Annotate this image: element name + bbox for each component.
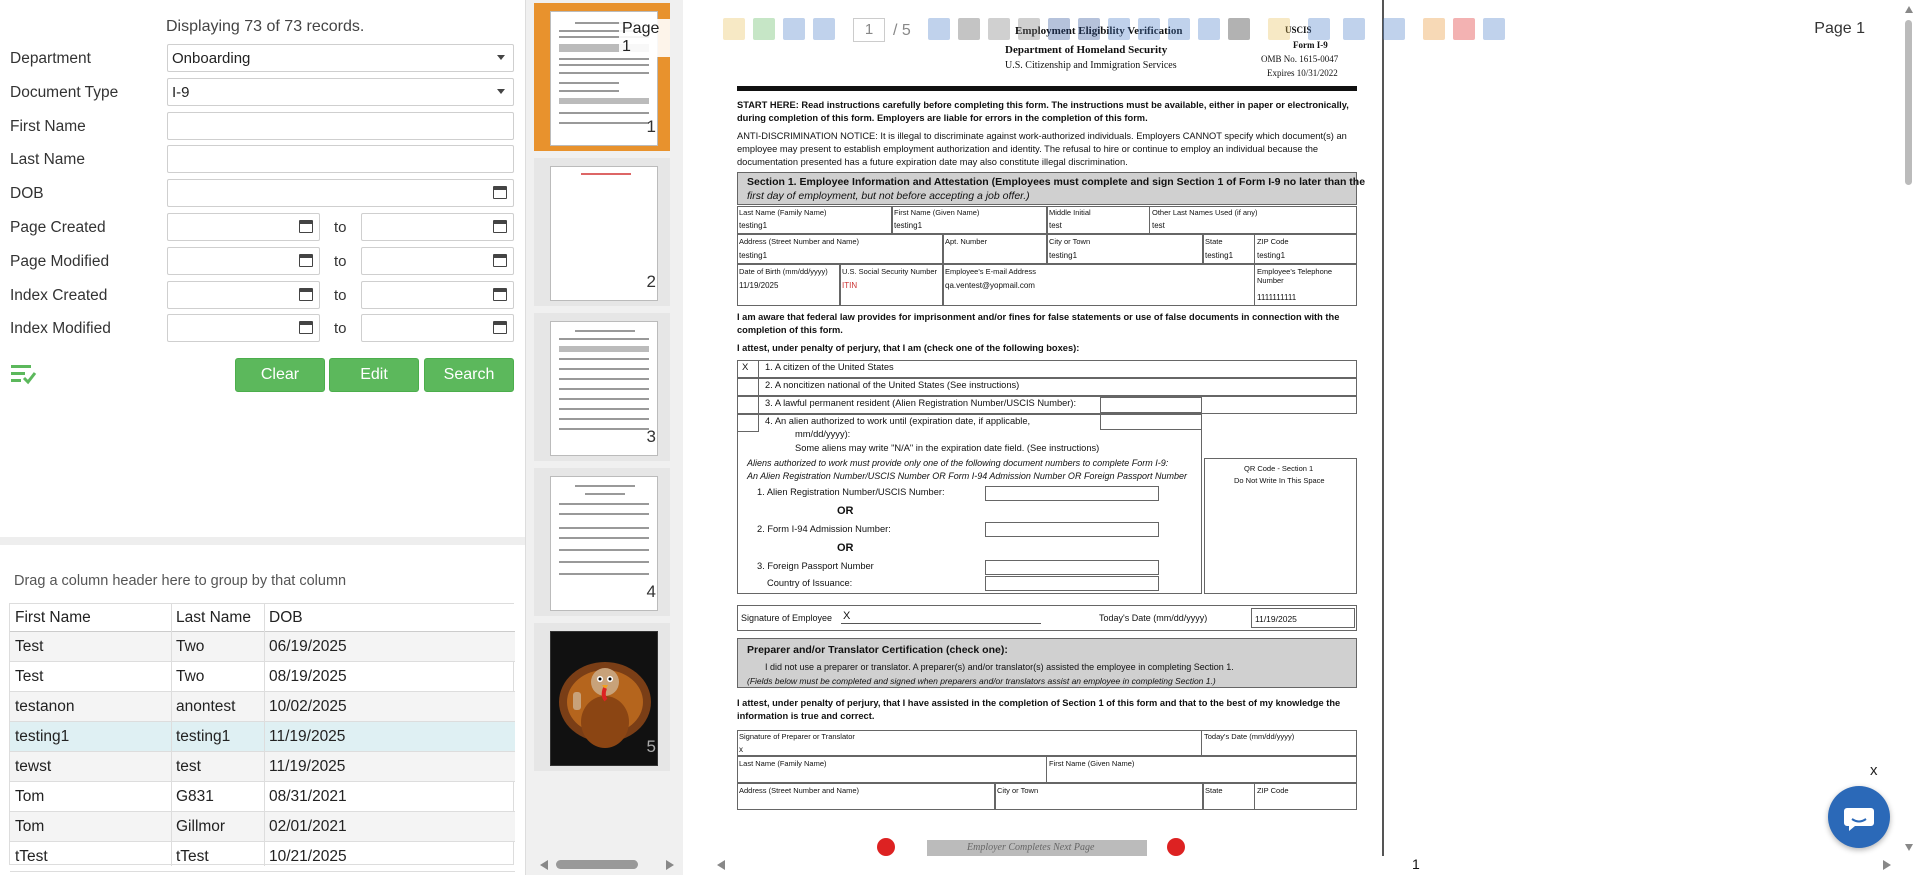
records-count: Displaying 73 of 73 records. [166, 18, 365, 35]
cell-dob: 10/21/2025 [269, 848, 347, 865]
preparer-title: Preparer and/or Translator Certification (check one): [747, 644, 1008, 656]
value-city: testing1 [1049, 251, 1078, 260]
preparer-options: I did not use a preparer or translator. A preparer(s) and/or translator(s) assisted the employee in completing Section 1. [765, 662, 1234, 672]
cell-last: Two [176, 668, 205, 685]
start-here-text: START HERE: Read instructions carefully before completing this form. The instructions must be available, either in paper or electronically, [737, 100, 1349, 110]
preparer-x: x [739, 745, 743, 754]
dob-row [10, 179, 515, 209]
thumbnail-number: 1 [646, 117, 656, 136]
stamp-icon[interactable] [1383, 18, 1405, 40]
clear-button[interactable]: Clear [235, 358, 325, 392]
footer-page-number: 1 [1412, 856, 1420, 872]
cell-last: Gillmor [176, 818, 226, 835]
label-ssn: U.S. Social Security Number [842, 267, 938, 276]
aware-text-2: completion of this form. [737, 325, 843, 335]
edit-note-icon[interactable] [1483, 18, 1505, 40]
calendar-icon[interactable] [493, 288, 507, 301]
label-other-names: Other Last Names Used (if any) [1152, 208, 1258, 217]
zoom-icon[interactable] [1108, 18, 1130, 40]
label-preparer-state: State [1205, 786, 1223, 795]
paste-icon[interactable] [1018, 18, 1040, 40]
vertical-scrollbar-thumb[interactable] [1905, 20, 1912, 185]
label-phone: Employee's Telephone Number [1257, 267, 1333, 285]
thumbnail-image [550, 166, 658, 301]
thumbnail-image [550, 321, 658, 456]
cell-first: testing1 [15, 728, 70, 745]
doc-title: Employment Eligibility Verification [1015, 25, 1183, 37]
cell-first: Tom [15, 788, 45, 805]
alien-1: 1. Alien Registration Number/USCIS Number: [757, 487, 945, 497]
option-2: 2. A noncitizen national of the United States (See instructions) [765, 380, 1020, 390]
calendar-icon[interactable] [299, 254, 313, 267]
scan-icon[interactable] [1228, 18, 1250, 40]
value-phone: 1111111111 [1257, 293, 1297, 302]
aliens-note-2: An Alien Registration Number/USCIS Number OR Form I-94 Admission Number OR Foreign Passport Number [747, 471, 1187, 481]
viewer-horizontal-scrollbar[interactable] [683, 858, 1913, 875]
value-email: qa.ventest@yopmail.com [945, 281, 1035, 290]
scroll-left-arrow[interactable] [540, 860, 548, 870]
cell-first: testanon [15, 698, 75, 715]
last-name-row [10, 145, 515, 175]
print-icon[interactable] [958, 18, 980, 40]
calendar-icon[interactable] [493, 254, 507, 267]
department-label: Department [10, 50, 91, 67]
text-icon[interactable] [1308, 18, 1330, 40]
document-type-label: Document Type [10, 84, 119, 101]
label-middle-initial: Middle Initial [1049, 208, 1091, 217]
page-created-label: Page Created [10, 219, 106, 236]
search-panel [0, 0, 525, 875]
thumbnail-number: 3 [646, 427, 656, 446]
doc-uscis: USCIS [1285, 25, 1312, 35]
thumbnail-number: 4 [646, 582, 656, 601]
grid-header [10, 604, 515, 632]
document-page [737, 18, 1420, 872]
department-row [10, 44, 515, 74]
first-name-label: First Name [10, 118, 86, 135]
index-created-row [10, 281, 515, 311]
next-page-text: Employer Completes Next Page [967, 842, 1095, 853]
anti-discrimination-2: employee may present to establish employment authorization and identity. The refusal to hire or continue to employ an individual because the [737, 144, 1319, 154]
attest-text: I attest, under penalty of perjury, that I am (check one of the following boxes): [737, 343, 1080, 353]
table-row[interactable] [10, 632, 515, 662]
attest2-text-2: information is true and correct. [737, 711, 875, 721]
cell-first: Tom [15, 818, 45, 835]
value-middle-initial: test [1049, 221, 1062, 230]
stop-icon [877, 838, 895, 856]
document-viewer [683, 0, 1913, 875]
table-row[interactable] [10, 752, 515, 782]
label-address: Address (Street Number and Name) [739, 237, 860, 246]
label-preparer-zip: ZIP Code [1257, 786, 1289, 795]
scroll-down-arrow[interactable] [1905, 844, 1913, 851]
cell-dob: 06/19/2025 [269, 638, 347, 655]
option-1: 1. A citizen of the United States [765, 362, 894, 372]
label-signature: Signature of Employee [741, 613, 833, 623]
page-label: Page 1 [1814, 20, 1865, 37]
next-page-icon[interactable] [928, 18, 950, 40]
cell-dob: 08/31/2021 [269, 788, 347, 805]
turkey-image [550, 631, 658, 766]
chat-bubble-icon [1828, 786, 1890, 848]
section1-title: Section 1. Employee Information and Attestation (Employees must complete and sign Section 1 of Form I-9 no later than the [747, 176, 1366, 188]
flip-icon[interactable] [1198, 18, 1220, 40]
index-modified-to-input[interactable] [361, 314, 514, 342]
index-modified-from-input[interactable] [167, 314, 320, 342]
page-modified-label: Page Modified [10, 253, 110, 270]
or-2: OR [837, 542, 854, 554]
qr-label-1: QR Code - Section 1 [1244, 464, 1314, 473]
chevron-down-icon [497, 89, 505, 94]
value-address: testing1 [739, 251, 768, 260]
value-other-names: test [1152, 221, 1165, 230]
panel-divider[interactable] [0, 537, 525, 545]
alien-3b: Country of Issuance: [767, 578, 853, 588]
page-edge [1382, 0, 1384, 856]
label-preparer-address: Address (Street Number and Name) [739, 786, 860, 795]
department-value: Onboarding [172, 50, 251, 67]
chat-close-button[interactable]: x [1870, 762, 1878, 779]
dob-input[interactable] [167, 179, 514, 207]
doc-form: Form I-9 [1293, 40, 1328, 50]
calendar-icon[interactable] [299, 220, 313, 233]
table-row[interactable] [10, 782, 515, 812]
table-row[interactable] [10, 662, 515, 692]
stop-icon [1167, 838, 1185, 856]
label-city: City or Town [1049, 237, 1091, 246]
header-rule [737, 86, 1357, 91]
copy-icon[interactable] [988, 18, 1010, 40]
previous-page-icon[interactable] [813, 18, 835, 40]
label-email: Employee's E-mail Address [945, 267, 1037, 276]
scroll-right-arrow[interactable] [1883, 860, 1891, 870]
label-preparer-last: Last Name (Family Name) [739, 759, 827, 768]
start-here-text-2: during completion of this form. Employers are liable for errors in the completion of this form. [737, 113, 1148, 123]
fit-page-icon[interactable] [1078, 18, 1100, 40]
option-4b: mm/dd/yyyy): [795, 429, 851, 439]
document-type-value: I-9 [172, 84, 190, 101]
first-name-row [10, 112, 515, 142]
rotate-right-icon[interactable] [1168, 18, 1190, 40]
aliens-note-1: Aliens authorized to work must provide only one of the following document numbers to complete Form I-9: [747, 458, 1169, 468]
label-state: State [1205, 237, 1223, 246]
to-label: to [334, 320, 347, 337]
thumbnail-number: 5 [646, 737, 656, 756]
or-1: OR [837, 505, 854, 517]
viewer-toolbar [723, 14, 1603, 48]
label-apt: Apt. Number [945, 237, 988, 246]
cell-last: G831 [176, 788, 214, 805]
calendar-icon[interactable] [493, 220, 507, 233]
delete-icon[interactable] [1453, 18, 1475, 40]
thumbnail-page-3[interactable] [534, 313, 670, 461]
label-preparer-signature: Signature of Preparer or Translator [739, 732, 855, 741]
cell-last: tTest [176, 848, 209, 865]
chevron-down-icon [497, 55, 505, 60]
thumbnail-page-5[interactable] [534, 623, 670, 771]
cell-dob: 11/19/2025 [269, 758, 346, 775]
cell-last: anontest [176, 698, 236, 715]
table-row[interactable] [10, 692, 515, 722]
forward-icon[interactable] [783, 18, 805, 40]
column-divider [264, 604, 265, 866]
scroll-up-arrow[interactable] [1905, 6, 1913, 13]
last-name-label: Last Name [10, 151, 85, 168]
doc-expires: Expires 10/31/2022 [1267, 68, 1338, 78]
label-first-name: First Name (Given Name) [894, 208, 980, 217]
attest2-text: I attest, under penalty of perjury, that I have assisted in the completion of Section 1 of this form and that to the best of my knowledge the [737, 698, 1341, 708]
index-modified-row [10, 314, 515, 344]
doc-dept: Department of Homeland Security [1005, 44, 1168, 56]
signature-x: X [843, 610, 851, 622]
value-state: testing1 [1205, 251, 1234, 260]
value-today: 11/19/2025 [1255, 614, 1297, 624]
search-button[interactable]: Search [424, 358, 514, 392]
table-row[interactable] [10, 812, 515, 842]
alien-3: 3. Foreign Passport Number [757, 561, 874, 571]
fit-width-icon[interactable] [1048, 18, 1070, 40]
cell-last: test [176, 758, 201, 775]
cell-dob: 08/19/2025 [269, 668, 347, 685]
redact-icon[interactable] [1423, 18, 1445, 40]
add-page-icon[interactable] [753, 18, 775, 40]
saved-search-icon[interactable] [10, 362, 36, 386]
value-first-name: testing1 [894, 221, 923, 230]
thumbnail-page-badge: Page 1 [619, 19, 670, 57]
first-name-input[interactable] [167, 112, 514, 140]
option-4c: Some aliens may write "N/A" in the expiration date field. (See instructions) [795, 443, 1100, 453]
alien-2: 2. Form I-94 Admission Number: [757, 524, 891, 534]
results-grid [9, 603, 514, 865]
label-last-name: Last Name (Family Name) [739, 208, 827, 217]
label-zip: ZIP Code [1257, 237, 1289, 246]
document-type-select[interactable] [167, 78, 514, 106]
to-label: to [334, 287, 347, 304]
anti-discrimination-3: documentation presented has a future expiration date may also constitute illegal discrimination. [737, 157, 1128, 167]
cell-last: testing1 [176, 728, 231, 745]
thumbnail-strip [525, 0, 683, 875]
table-row[interactable] [10, 842, 515, 872]
thumbnail-number: 2 [646, 272, 656, 291]
calendar-icon[interactable] [299, 288, 313, 301]
page-modified-row [10, 247, 515, 277]
rotate-left-icon[interactable] [1138, 18, 1160, 40]
calendar-icon[interactable] [493, 321, 507, 334]
option-4: 4. An alien authorized to work until (expiration date, if applicable, [765, 416, 1031, 426]
turkey-illustration [551, 632, 659, 767]
cell-dob: 10/02/2025 [269, 698, 347, 715]
thumbnail-page-1[interactable] [534, 3, 670, 151]
horizontal-scrollbar-thumb[interactable] [556, 860, 638, 869]
page-modified-from-input[interactable] [167, 247, 320, 275]
last-name-input[interactable] [167, 145, 514, 173]
value-ssn: ITIN [842, 281, 858, 290]
cell-first: Test [15, 668, 44, 685]
calendar-icon[interactable] [299, 321, 313, 334]
highlight-icon[interactable] [1268, 18, 1290, 40]
citizen-check-mark: X [742, 362, 749, 373]
page-created-row [10, 213, 515, 243]
thumbnail-page-2[interactable] [534, 158, 670, 306]
index-created-to-input[interactable] [361, 281, 514, 309]
cell-first: Test [15, 638, 44, 655]
edit-button[interactable]: Edit [329, 358, 419, 392]
chat-button[interactable] [1828, 786, 1890, 848]
page-total: / 5 [893, 22, 911, 39]
section1-subtitle: first day of employment, but not before accepting a job offer.) [747, 190, 1030, 202]
preparer-note: (Fields below must be completed and signed when preparers and/or translators assist an employee in completing Section 1.) [747, 676, 1216, 686]
label-preparer-first: First Name (Given Name) [1049, 759, 1135, 768]
calendar-icon[interactable] [493, 186, 507, 199]
cell-first: tTest [15, 848, 48, 865]
value-zip: testing1 [1257, 251, 1286, 260]
thumbnail-page-4[interactable] [534, 468, 670, 616]
page-created-to-input[interactable] [361, 213, 514, 241]
page-number-input[interactable]: 1 [853, 18, 885, 42]
label-preparer-today: Today's Date (mm/dd/yyyy) [1204, 732, 1295, 741]
to-label: to [334, 219, 347, 236]
index-modified-label: Index Modified [10, 320, 111, 337]
alien-number-box [1100, 397, 1202, 413]
aware-text: I am aware that federal law provides for imprisonment and/or fines for false statements or use of false documents in connection with the [737, 312, 1340, 322]
index-created-label: Index Created [10, 287, 108, 304]
scroll-right-arrow[interactable] [666, 860, 674, 870]
cell-dob: 02/01/2021 [269, 818, 347, 835]
column-header-first-name[interactable]: First Name [15, 609, 91, 626]
qr-label-2: Do Not Write In This Space [1234, 476, 1325, 485]
index-created-from-input[interactable] [167, 281, 320, 309]
label-preparer-city: City or Town [997, 786, 1039, 795]
label-dob: Date of Birth (mm/dd/yyyy) [739, 267, 828, 276]
thumbnail-image [550, 476, 658, 611]
column-header-last-name[interactable]: Last Name [176, 609, 251, 626]
doc-agency: U.S. Citizenship and Immigration Services [1005, 60, 1177, 71]
new-document-icon[interactable] [723, 18, 745, 40]
doc-omb: OMB No. 1615-0047 [1261, 54, 1339, 64]
to-label: to [334, 253, 347, 270]
table-row[interactable] [10, 722, 515, 752]
cell-first: tewst [15, 758, 52, 775]
viewer-vertical-scrollbar[interactable] [1905, 0, 1913, 860]
page-modified-to-input[interactable] [361, 247, 514, 275]
cell-last: Two [176, 638, 205, 655]
page-created-from-input[interactable] [167, 213, 320, 241]
group-by-hint[interactable]: Drag a column header here to group by that column [14, 573, 347, 589]
value-dob: 11/19/2025 [739, 281, 779, 290]
dob-label: DOB [10, 185, 44, 202]
column-divider [171, 604, 172, 866]
document-type-row [10, 78, 515, 108]
option-3: 3. A lawful permanent resident (Alien Registration Number/USCIS Number): [765, 398, 1077, 408]
cell-dob: 11/19/2025 [269, 728, 346, 745]
scroll-left-arrow[interactable] [717, 860, 725, 870]
column-header-dob[interactable]: DOB [269, 609, 303, 626]
value-last-name: testing1 [739, 221, 768, 230]
pen-icon[interactable] [1343, 18, 1365, 40]
label-today: Today's Date (mm/dd/yyyy) [1099, 613, 1208, 623]
anti-discrimination-1: ANTI-DISCRIMINATION NOTICE: It is illegal to discriminate against work-authorized individuals. Employers CANNOT specify which document(s) an [737, 131, 1347, 141]
department-select[interactable] [167, 44, 514, 72]
